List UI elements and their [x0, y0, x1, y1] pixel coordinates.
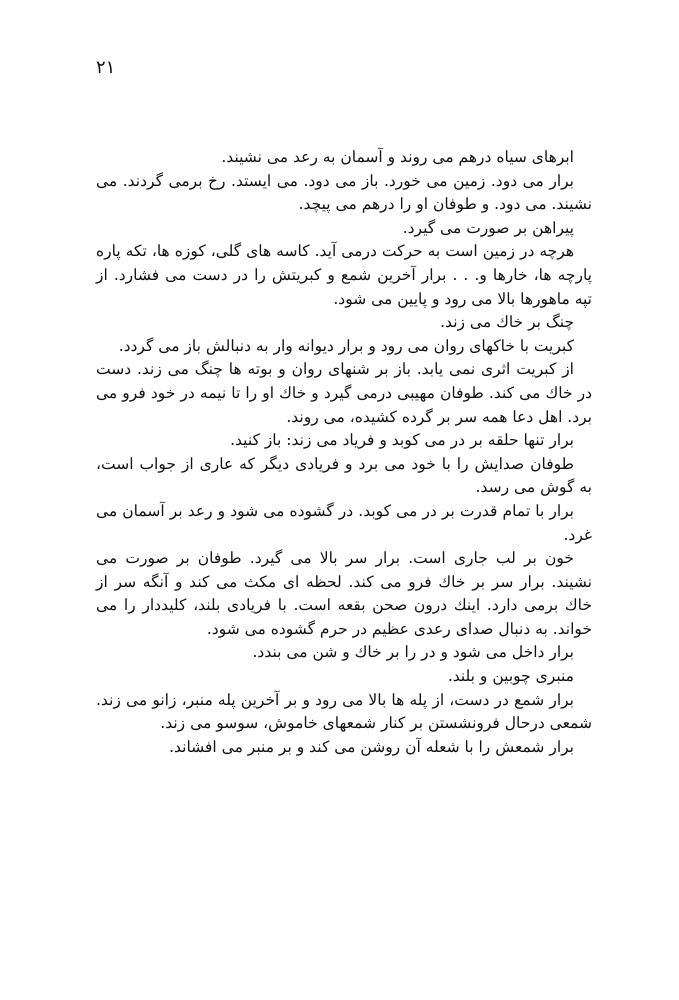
paragraph: برار می دود. زمین می خورد. باز می دود. می ایستد. رخ برمی گردند. می نشیند. می دود. و طوفان او را درهم می پیچد.: [96, 171, 592, 214]
paragraph: کبریت با خاکهای روان می رود و برار دیوانه وار به دنبالش باز می گردد.: [118, 336, 574, 355]
paragraph: هرچه در زمین است به حرکت درمی آید. کاسه های گلی، کوزه ها، تکه پاره پارچه ها، خارها و. . . برار آخرین شمع و کبریتش را در دست می فشارد. از تپه ماهورها بالا می رود و پایین می شود.: [96, 242, 592, 308]
paragraph: پیراهن بر صورت می گیرد.: [402, 218, 574, 237]
paragraph: ابرهای سیاه درهم می روند و آسمان به رعد می نشیند.: [221, 148, 574, 166]
paragraph: برار با تمام قدرت بر در می کوبد. در گشوده می شود و رعد بر آسمان می غرد.: [96, 501, 592, 544]
paragraph: برار تنها حلقه بر در می کوبد و فریاد می زند: باز کنید.: [230, 431, 574, 450]
paragraph: منبری چوبین و بلند.: [447, 667, 574, 686]
paragraph: برار شمعش را با شعله آن روشن می کند و بر منبر می افشاند.: [169, 737, 574, 756]
page-number: ۲۱: [96, 57, 116, 78]
paragraph: برار شمع در دست، از پله ها بالا می رود و بر آخرین پله منبر، زانو می زند. شمعی درحال فرونشستن بر کنار شمعهای خاموش، سوسو می زند.: [96, 690, 592, 733]
text-block: [96, 146, 592, 759]
paragraph: از کبریت اثری نمی یابد. باز بر شنهای روان و بوته ها چنگ می زند. دست در خاك می کند. طوفان مهیبی درمی گیرد و خاك او را تا نیمه در خود فرو می برد. اهل دعا همه سر بر گرده کشیده، می روند.: [96, 360, 592, 426]
paragraph: برار داخل می شود و در را بر خاك و شن می بندد.: [252, 643, 574, 662]
paragraph: خون بر لب جاری است. برار سر بالا می گیرد. طوفان بر صورت می نشیند. برار سر بر خاك فرو می کند. لحظه ای مکث می کند و آنگه سر از خاك برمی دارد. اینك درون صحن بقعه است. با فریادی بلند، کلیددار را می خواند. به دنبال صدای رعدی عظیم در حرم گشوده می شود.: [96, 549, 592, 638]
paragraph: چنگ بر خاك می زند.: [440, 313, 574, 332]
paragraph: طوفان صدایش را با خود می برد و فریادی دیگر که عاری از جواب است، به گوش می رسد.: [96, 454, 592, 497]
